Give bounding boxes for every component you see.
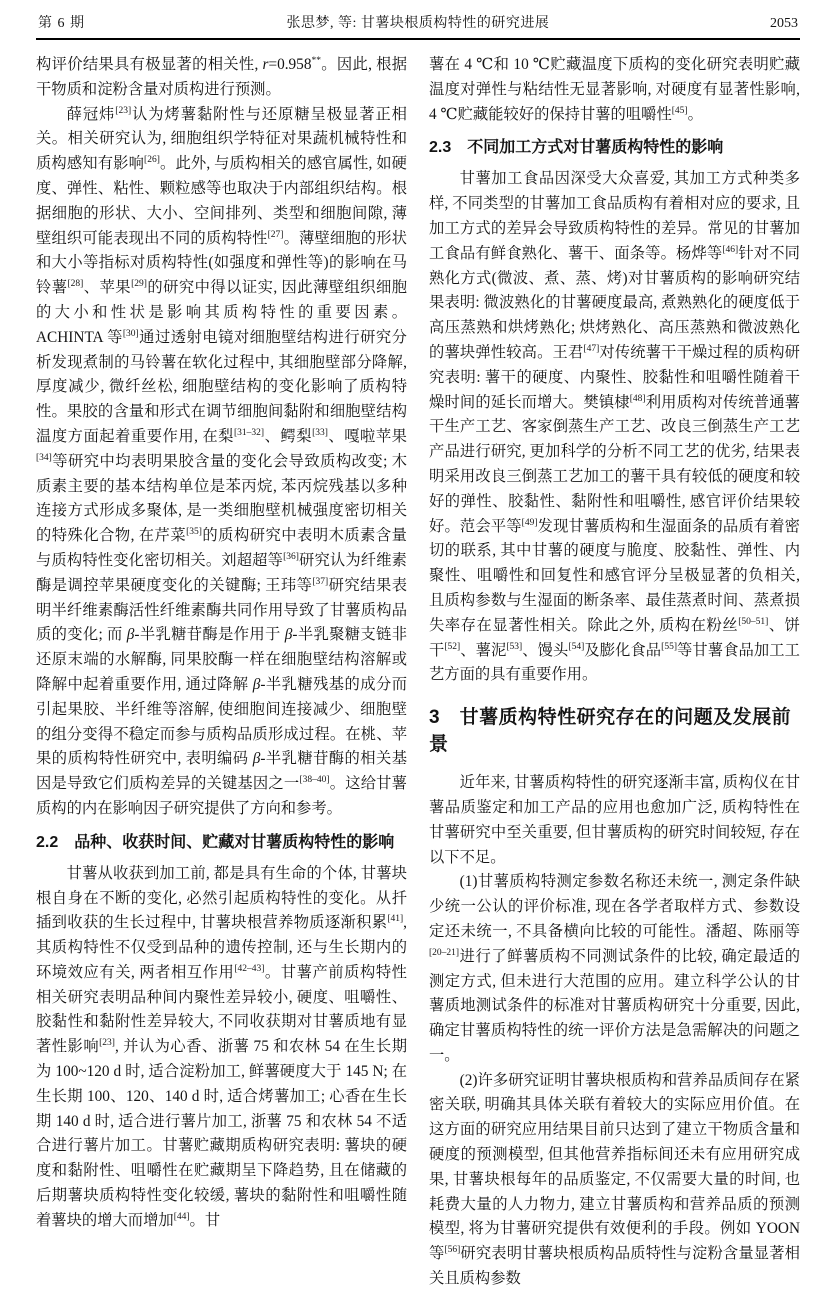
right-column [429,53,800,1292]
section-heading: 3 甘薯质构特性研究存在的问题及发展前景 [429,707,792,756]
paragraph: 近年来, 甘薯质构特性的研究逐渐丰富, 质构仪在甘薯品质鉴定和加工产品的应用也愈加广泛, 质构特性在甘薯研究中至关重要, 但甘薯质构的研究时间较短, 存在以下不足。 [429,774,800,866]
page-number: 2053 [770,16,798,31]
paragraph: 薯在 4 ℃和 10 ℃贮藏温度下质构的变化研究表明贮藏温度对弹性与粘结性无显著影响, 对硬度有显著性影响, 4 ℃贮藏能较好的保持甘薯的咀嚼性[45]。 [429,56,800,123]
content-columns [36,53,800,1292]
paragraph: 构评价结果具有极显著的相关性, r=0.958**。因此, 根据干物质和淀粉含量对质构进行预测。 [36,55,407,98]
header-rule [36,38,800,40]
running-header [36,10,800,37]
paragraph: (1)甘薯质构特测定参数名称还未统一, 测定条件缺少统一公认的评价标准, 现在各学者取样方式、参数设定还未统一, 不具备横向比较的可能性。潘超、陈丽等[20–21]进行了鲜薯质构不同测试条件的比较, 确定最适的测定方式, 但未进行大范围的应用。建立科学公认的甘薯质地测试条件的标准对甘薯质构研究十分重要, 因此, 确定甘薯质构特性的统一评价方法是急需解决的问题之一。 [429,873,800,1064]
subsection-heading: 2.3 不同加工方式对甘薯质构特性的影响 [429,139,724,157]
paragraph: 甘薯从收获到加工前, 都是具有生命的个体, 甘薯块根自身在不断的变化, 必然引起质构特性的变化。从扦插到收获的生长过程中, 甘薯块根营养物质逐渐积累[41], 其质构特性不仅受到品种的遗传控制, 还与生长期内的环境效应有关, 两者相互作用[42–43]。甘薯产前质构特性相关研究表明品种间内聚性差异较小, 硬度、咀嚼性、胶黏性和黏附性差异较大, 不同收获期对甘薯质地有显著性影响[23], 并认为心香、浙薯 75 和农林 54 在生长期为 100~120 d 时, 适合淀粉加工, 鲜薯硬度大于 145 N; 在生长期 100、120、140 d 时, 适合烤薯加工; 心香在生长期 140 d 时, 适合进行薯片加工, 浙薯 75 和农林 54 不适合进行薯片加工。甘薯贮藏期质构研究表明: 薯块的硬度和黏附性、咀嚼性在贮藏期呈下降趋势, 且在储藏的后期薯块质构特性变化较缓, 薯块的黏附性和咀嚼性随着薯块的增大而增加[44]。甘 [36,864,407,1229]
left-column [36,53,407,1292]
running-title: 张思梦, 等: 甘薯块根质构特性的研究进展 [286,16,550,31]
paragraph: 薛冠炜[23]认为烤薯黏附性与还原糖呈极显著正相关。相关研究认为, 细胞组织学特征对果蔬机械特性和质构感知有影响[26]。此外, 与质构相关的感官属性, 如硬度、弹性、粘性、颗粒感等也取决于内部组织结构。根据细胞的形状、大小、空间排列、类型和细胞间隙, 薄壁组织可能表现出不同的质构特性[27]。薄壁细胞的形状和大小等指标对质构特性(如强度和弹性等)的影响在马铃薯[28]、苹果[29]的研究中得以证实, 因此薄壁组织细胞的大小和性状是影响其质构特性的重要因素。ACHINTA 等[30]通过透射电镜对细胞壁结构进行研究分析发现煮制的马铃薯在软化过程中, 其细胞壁部分降解, 厚度减少, 微纤丝松, 细胞壁结构的变化影响了质构特性。果胶的含量和形式在调节细胞间黏附和细胞壁结构温度方面起着重要作用, 在梨[31–32]、鳄梨[33]、嘎啦苹果[34]等研究中均表明果胶含量的变化会导致质构改变; 木质素主要的基本结构单位是苯丙烷, 苯丙烷残基以多种连接方式形成多聚体, 是一类细胞壁机械强度密切相关的特殊化合物, 在芹菜[35]的质构研究中表明木质素含量与质构特性变化密切相关。刘超超等[36]研究认为纤维素酶是调控苹果硬度变化的关键酶; 王玮等[37]研究结果表明半纤维素酶活性纤维素酶共同作用导致了甘薯质构品质的变化; 而 β-半乳糖苷酶是作用于 β-半乳聚糖支链非还原末端的水解酶, 同果胶酶一样在细胞壁结构溶解或降解中起着重要作用, 通过降解 β-半乳糖残基的成分而引起果胶、半纤维等溶解, 使细胞间连接减少、细胞壁的组分变得不稳定而参与质构品质形成过程。在桃、苹果的质构特性研究中, 表明编码 β-半乳糖苷酶的相关基因是导致它们质构差异的关键基因之一[38–40]。这给甘薯质构的内在影响因子研究提供了方向和参考。 [36,105,407,817]
paragraph: (2)许多研究证明甘薯块根质构和营养品质间存在紧密关联, 明确其具体关联有着较大的实际应用价值。在这方面的研究应用结果目前只达到了建立干物质含量和硬度的预测模型, 但其他营养指标间还未有应用研究成果, 甘薯块根每年的品质鉴定, 不仅需要大量的时间, 也耗费大量的人力物力, 建立甘薯质构和营养品质的预测模型, 将为甘薯研究提供有效便利的手段。例如 YOON 等[56]研究表明甘薯块根质构品质特性与淀粉含量显著相关且质构参数 [429,1071,800,1288]
journal-issue: 第 6 期 [38,16,85,31]
paragraph: 甘薯加工食品因深受大众喜爱, 其加工方式种类多样, 不同类型的甘薯加工食品质构有着相对应的要求, 且加工方式的差异会导致质构特性的差异。常见的甘薯加工食品有鲜食熟化、薯干、面条等。杨烨等[46]针对不同熟化方式(微波、煮、蒸、烤)对甘薯质构的影响研究结果表明: 微波熟化的甘薯硬度最高, 煮熟熟化的硬度低于高压蒸熟和烘烤熟化; 烘烤熟化、高压蒸熟和微波熟化的薯块弹性较高。王君[47]对传统薯干干燥过程的质构研究表明: 薯干的硬度、内聚性、胶黏性和咀嚼性随着干燥时间的延长而增大。樊镇棣[48]利用质构对传统普通薯干生产工艺、客家倒蒸生产工艺、改良三倒蒸生产工艺产品进行研究, 更加科学的分析不同工艺的优劣, 结果表明采用改良三倒蒸工艺加工的薯干具有较低的硬度和较好的弹性、胶黏性、黏附性和咀嚼性, 感官评价结果较好。范会平等[49]发现甘薯质构和生湿面条的品质有着密切的联系, 其中甘薯的硬度与脆度、胶黏性、弹性、内聚性、咀嚼性和回复性和感官评分呈极显著的负相关, 且质构参数与生湿面的断条率、最佳蒸煮时间、蒸煮损失率存在显著性相关。除此之外, 质构在粉丝[50–51]、饼干[52]、薯泥[53]、馒头[54]及膨化食品[55]等甘薯食品加工工艺方面的具有重要作用。 [429,170,800,684]
subsection-heading: 2.2 品种、收获时间、贮藏对甘薯质构特性的影响 [36,833,395,851]
